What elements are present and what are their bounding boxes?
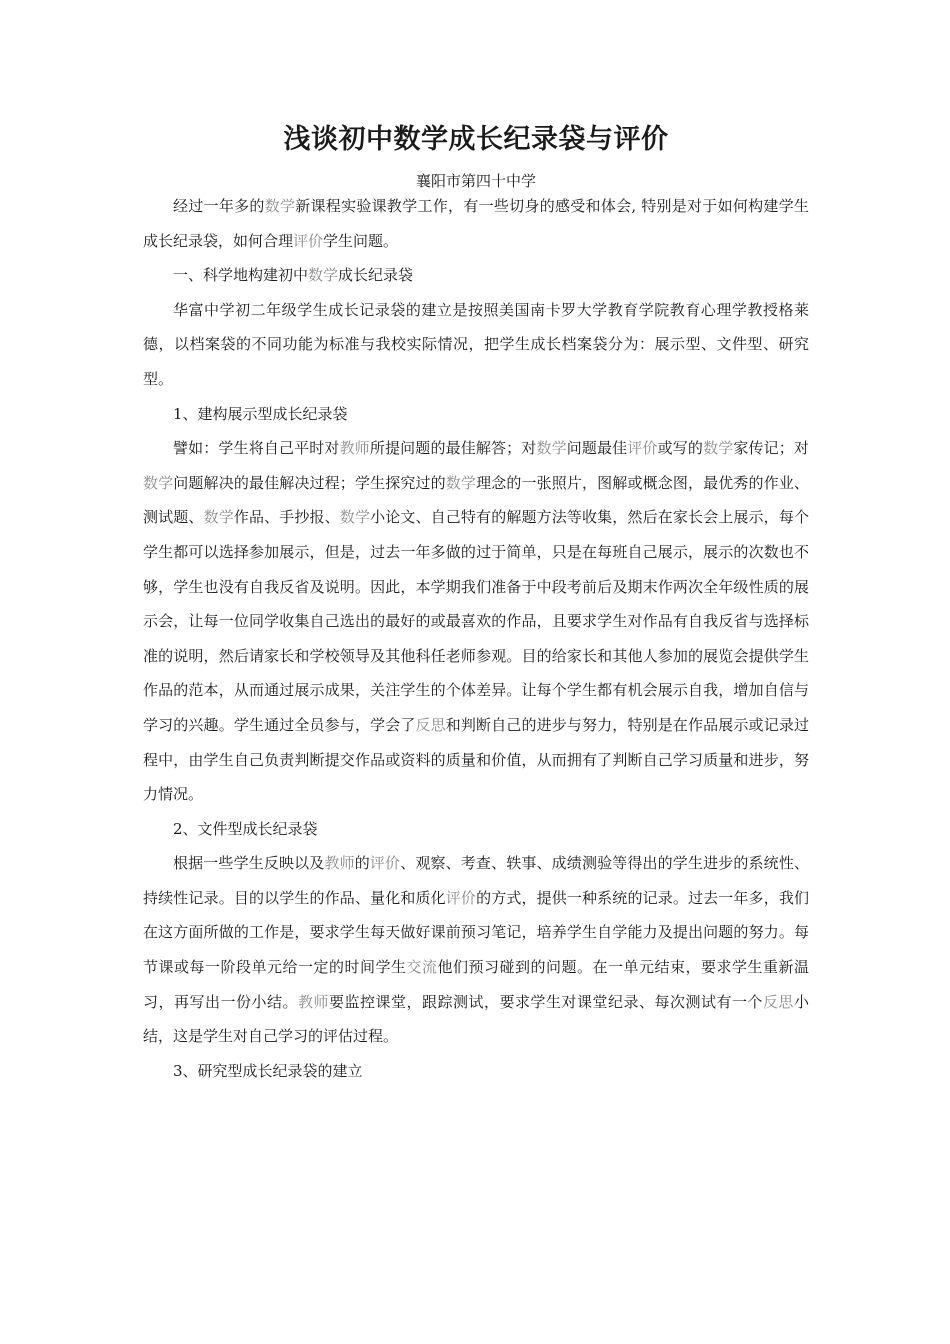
text-run: 要监控课堂，跟踪测试，要求学生对课堂纪录、每次测试有一个: [328, 992, 763, 1011]
text-run: 家传记；对: [733, 439, 809, 458]
text-run: 、观察、考查、轶事、成绩测验等得出的学生进步的系统性、持续性记录。目的以学生的作品、量化和质化: [143, 854, 809, 907]
text-run: 所提问题的最佳解答；对: [369, 439, 537, 458]
body-paragraph: [143, 846, 809, 1054]
text-run: 理念的一张照片，图解或概念图，最优秀的作业、测试题、: [143, 473, 809, 527]
keyword-link[interactable]: 数学: [536, 439, 567, 458]
text-run: 1、建构展示型成长纪录袋: [173, 404, 348, 423]
text-run: 问题最佳: [566, 439, 628, 458]
keyword-link[interactable]: 教师: [339, 439, 370, 458]
text-run: 一、科学地构建初中: [173, 266, 309, 285]
text-run: 2、文件型成长纪录袋: [173, 819, 318, 838]
text-run: 譬如：学生将自己平时对: [173, 439, 340, 458]
keyword-link[interactable]: 反思: [415, 715, 446, 734]
text-run: 的: [354, 854, 370, 873]
keyword-link[interactable]: 评价: [369, 854, 401, 873]
text-run: 经过一年多的: [173, 197, 265, 215]
body-paragraph: [143, 189, 809, 258]
keyword-link[interactable]: 交流: [406, 958, 438, 977]
text-run: 根据一些学生反映以及: [173, 854, 325, 873]
text-run: 小论文、自己特有的解题方法等收集，然后在家长会上展示，每个学生都可以选择参加展示，但是，过去一年多做的过于简单，只是在每班自己展示，展示的次数也不够，学生也没有自我反省及说明。因此，本学期我们准备于中段考前后及期末作两次全年级性质的展示会，让每一位同学收集自己选出的最好的或最喜欢的作品，且要求学生对作品有自我反省与选择标准的说明，然后请家长和学校领导及其他科任老师参观。目的给家长和其他人参加的展览会提供学生作品的范本，从而通过展示成果，关注学生的个体差异。让每个学生都有机会展示自我，增加自信与学习的兴趣。学生通过全员参与，学会了: [143, 508, 809, 734]
text-run: 的方式，提供一种系统的记录。过去一年多，我们在这方面所做的工作是，要求学生每天做好课前预习笔记，培养学生自学能力及提出问题的努力。每节课或每一阶段单元给一定的时间学生: [143, 888, 809, 977]
keyword-link[interactable]: 教师: [297, 992, 329, 1011]
body-paragraph: [143, 293, 809, 397]
keyword-link[interactable]: 反思: [762, 992, 794, 1011]
keyword-link[interactable]: 数学: [308, 266, 339, 285]
keyword-link[interactable]: 数学: [143, 473, 174, 492]
text-run: 学生问题。: [323, 231, 399, 250]
body-paragraph: [143, 431, 809, 812]
text-run: 他们预习碰到的问题。在一单元结束，要求学生重新温习，再写出一份小结。: [143, 958, 809, 1011]
keyword-link[interactable]: 数学: [264, 197, 296, 215]
text-run: 和判断自己的进步与努力，特别是在作品展示或记录过程中，由学生自己负责判断提交作品或资料的质量和价值，从而拥有了判断自己学习质量和进步，努力情况。: [143, 715, 809, 804]
text-run: 成长纪录袋: [338, 266, 414, 285]
keyword-link[interactable]: 数学: [339, 508, 371, 527]
section-heading: [143, 812, 809, 847]
text-run: 华富中学初二年级学生成长记录袋的建立是按照美国南卡罗大学教育学院教育心理学教授格莱德，以档案袋的不同功能为标准与我校实际情况，把学生成长档案袋分为：展示型、文件型、研究型。: [143, 300, 809, 388]
text-run: 新课程实验课教学工作，有一些切身的感受和体会, 特别是对于如何构建学生成长纪录袋，如何合理: [143, 197, 809, 250]
text-run: 3、研究型成长纪录袋的建立: [173, 1061, 363, 1080]
document-page: [143, 118, 809, 1088]
keyword-link[interactable]: 评价: [293, 231, 324, 250]
text-run: 问题解决的最佳解决过程；学生探究过的: [173, 473, 446, 492]
text-run: 作品、手抄报、: [233, 508, 340, 527]
section-heading: [143, 1054, 809, 1089]
keyword-link[interactable]: 数学: [445, 473, 477, 492]
document-title: 浅谈初中数学成长纪录袋与评价: [283, 124, 669, 155]
document-body: [143, 189, 809, 1088]
text-run: 小结，这是学生对自己学习的评估过程。: [143, 992, 809, 1046]
keyword-link[interactable]: 教师: [324, 854, 355, 873]
keyword-link[interactable]: 数学: [203, 508, 234, 527]
section-heading: [143, 258, 809, 293]
text-run: 或写的: [657, 439, 704, 458]
document-author: 襄阳市第四十中学: [415, 172, 536, 190]
keyword-link[interactable]: 评价: [627, 439, 658, 458]
keyword-link[interactable]: 评价: [445, 888, 477, 907]
keyword-link[interactable]: 数学: [703, 439, 734, 458]
section-heading: [143, 397, 809, 432]
